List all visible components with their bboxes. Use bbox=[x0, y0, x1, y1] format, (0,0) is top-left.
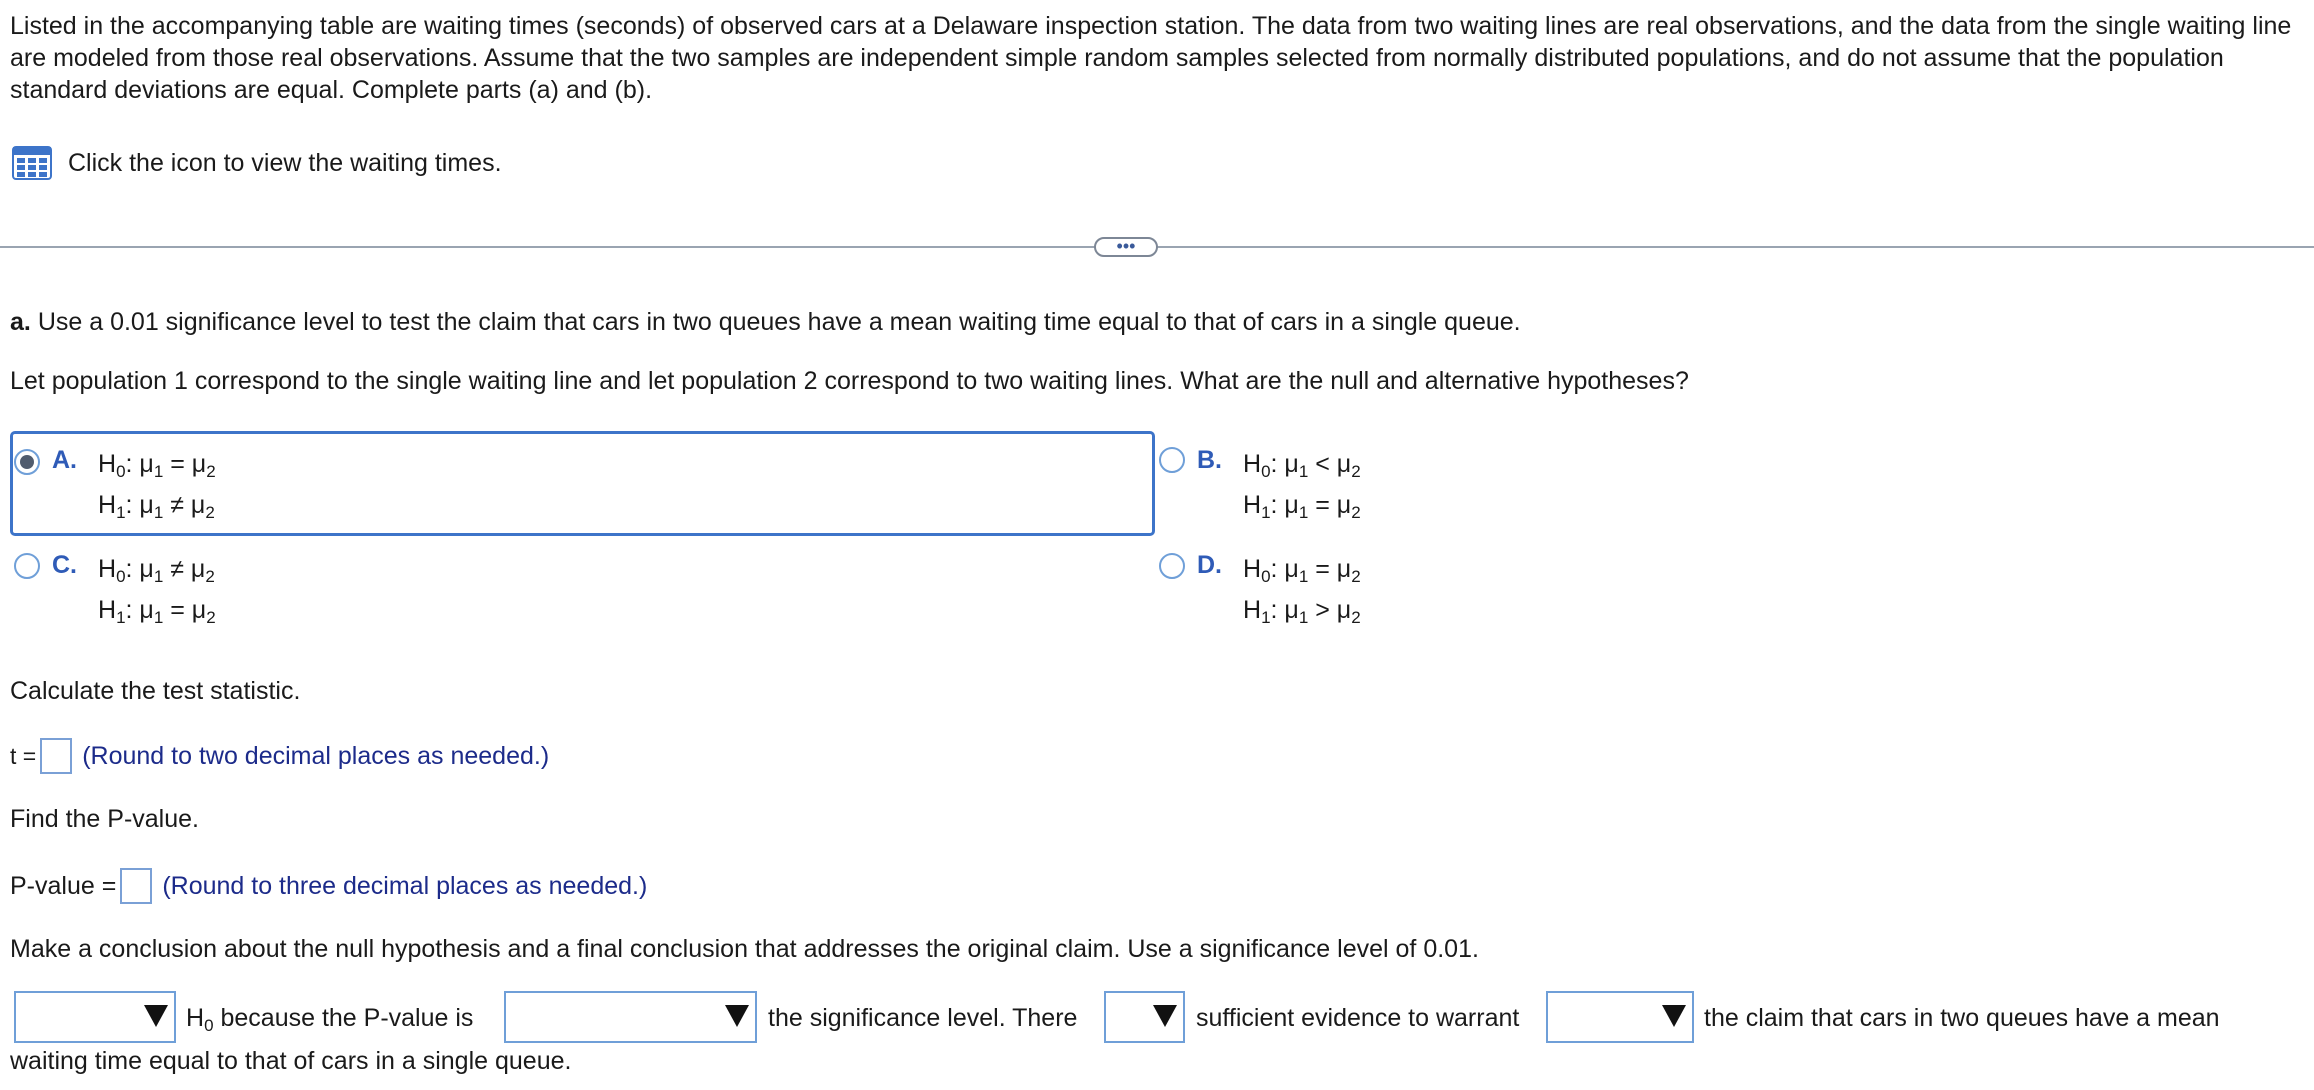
chevron-down-icon bbox=[1153, 1005, 1177, 1027]
part-a-text: Use a 0.01 significance level to test the claim that cars in two queues have a mean waiting time equal to that of cars in a single queue. bbox=[37, 308, 1521, 336]
part-a-label: a. bbox=[10, 308, 31, 336]
option-c-h1-symbol: = bbox=[170, 596, 185, 624]
option-a-radio[interactable] bbox=[14, 449, 40, 475]
pvalue-label: P-value = bbox=[10, 872, 117, 900]
conclusion-text-4: the claim that cars in two queues have a mean bbox=[1704, 1004, 2220, 1032]
option-c-h0: $H_0$: $\mu_1 \ne \mu_2$ bbox=[98, 555, 215, 586]
part-a-prompt bbox=[10, 306, 1521, 338]
null-decision-dropdown[interactable] bbox=[14, 991, 176, 1043]
conclusion-h-label: H bbox=[186, 1004, 205, 1032]
view-data-label[interactable]: Click the icon to view the waiting times. bbox=[68, 149, 502, 177]
pvalue-hint: (Round to three decimal places as needed.) bbox=[162, 872, 648, 900]
option-d-h0: $H_0$: $\mu_1 = \mu_2$ bbox=[1243, 555, 1361, 586]
more-button[interactable]: ••• bbox=[1094, 237, 1158, 257]
option-a-h1: $H_1$: $\mu_1 \ne \mu_2$ bbox=[98, 491, 215, 522]
intro-paragraph: Listed in the accompanying table are waiting times (seconds) of observed cars at a Delaware inspection station. The data from two waiting lines are real observations, and the data from the single waiting line are modeled from those real observations. Assume that the two samples are independent simple random samples selected from normally distributed populations, and do not assume that the population standard deviations are equal. Complete parts (a) and (b). bbox=[10, 12, 2292, 104]
test-stat-label: t = bbox=[10, 743, 37, 769]
test-stat-prompt: Calculate the test statistic. bbox=[10, 677, 301, 705]
chevron-down-icon bbox=[725, 1005, 749, 1027]
option-d-h1-symbol: > bbox=[1315, 596, 1330, 624]
option-d-letter: D. bbox=[1197, 551, 1222, 579]
option-c-h0-symbol: ≠ bbox=[170, 555, 184, 583]
pvalue-prompt: Find the P-value. bbox=[10, 805, 199, 833]
conclusion-text-1 bbox=[186, 1002, 473, 1042]
chevron-down-icon bbox=[1662, 1005, 1686, 1027]
claim-action-dropdown[interactable] bbox=[1546, 991, 1694, 1043]
conclusion-text-3: sufficient evidence to warrant bbox=[1196, 1004, 1520, 1032]
option-c-h1: $H_1$: $\mu_1 = \mu_2$ bbox=[98, 596, 216, 627]
option-b-h1-symbol: = bbox=[1315, 491, 1330, 519]
table-icon[interactable] bbox=[12, 146, 52, 180]
conclusion-h-sub: 0 bbox=[204, 1016, 214, 1035]
test-stat-input[interactable] bbox=[40, 738, 72, 774]
conclusion-prompt: Make a conclusion about the null hypothesis and a final conclusion that addresses the original claim. Use a significance level of 0.01. bbox=[10, 935, 1479, 963]
option-a-h1-symbol: ≠ bbox=[170, 491, 184, 519]
test-stat-row bbox=[10, 738, 549, 774]
pvalue-input[interactable] bbox=[120, 868, 152, 904]
pvalue-row bbox=[10, 868, 647, 904]
option-c-radio[interactable] bbox=[14, 553, 40, 579]
conclusion-text-2: the significance level. There bbox=[768, 1004, 1078, 1032]
view-data-link[interactable] bbox=[12, 146, 502, 180]
conclusion-text-5: waiting time equal to that of cars in a single queue. bbox=[10, 1047, 572, 1075]
conclusion-text-1-rest: because the P-value is bbox=[213, 1004, 474, 1032]
option-d-radio[interactable] bbox=[1159, 553, 1185, 579]
option-b-h1: $H_1$: $\mu_1 = \mu_2$ bbox=[1243, 491, 1361, 522]
option-a-h0-symbol: = bbox=[170, 450, 185, 478]
option-d-h1: $H_1$: $\mu_1 > \mu_2$ bbox=[1243, 596, 1361, 627]
evidence-dropdown[interactable] bbox=[1104, 991, 1185, 1043]
option-c-letter: C. bbox=[52, 551, 77, 579]
option-b-letter: B. bbox=[1197, 446, 1222, 474]
pvalue-comparison-dropdown[interactable] bbox=[504, 991, 757, 1043]
test-stat-hint: (Round to two decimal places as needed.) bbox=[82, 742, 550, 770]
option-a-h0: $H_0$: $\mu_1 = \mu_2$ bbox=[98, 450, 216, 481]
hypotheses-question: Let population 1 correspond to the single waiting line and let population 2 correspond to two waiting lines. What are the null and alternative hypotheses? bbox=[10, 367, 1689, 395]
option-b-h0-symbol: < bbox=[1315, 450, 1330, 478]
option-d-h0-symbol: = bbox=[1315, 555, 1330, 583]
option-a-letter: A. bbox=[52, 446, 77, 474]
chevron-down-icon bbox=[144, 1005, 168, 1027]
option-b-radio[interactable] bbox=[1159, 447, 1185, 473]
option-b-h0: $H_0$: $\mu_1 < \mu_2$ bbox=[1243, 450, 1361, 481]
